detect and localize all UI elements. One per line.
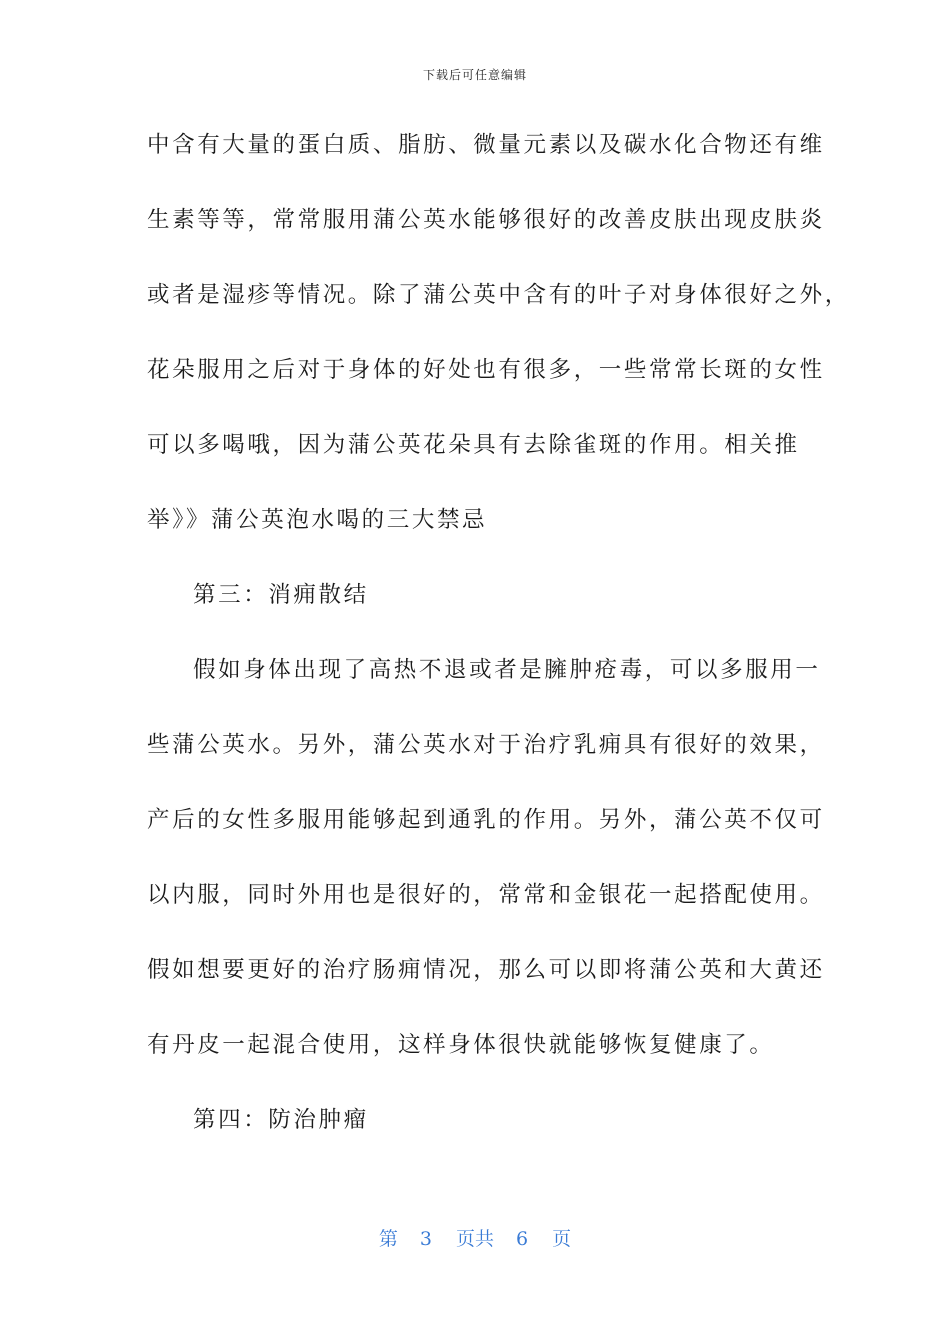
- paragraph-line: 假如身体出现了高热不退或者是臃肿疮毒，可以多服用一: [193, 657, 821, 683]
- paragraph-line: 产后的女性多服用能够起到通乳的作用。另外，蒲公英不仅可: [147, 807, 825, 833]
- page-number-footer: [0, 1224, 950, 1251]
- paragraph-line: 或者是湿疹等情况。除了蒲公英中含有的叶子对身体很好之外，: [147, 282, 850, 308]
- section-heading-4: 第四：防治肿瘤: [193, 1107, 369, 1133]
- footer-suffix: 页: [552, 1228, 572, 1250]
- document-body: [147, 122, 850, 1172]
- paragraph-line: 举》》蒲公英泡水喝的三大禁忌: [147, 507, 488, 533]
- footer-middle: 页共: [455, 1228, 494, 1250]
- total-pages-number: 6: [516, 1228, 529, 1250]
- paragraph-line: 中含有大量的蛋白质、脂肪、微量元素以及碳水化合物还有维: [147, 132, 825, 158]
- footer-prefix: 第: [378, 1228, 398, 1250]
- section-heading-3: 第三：消痈散结: [193, 582, 369, 608]
- current-page-number: 3: [419, 1228, 432, 1250]
- paragraph-line: 可以多喝哦，因为蒲公英花朵具有去除雀斑的作用。相关推: [147, 432, 800, 458]
- paragraph-line: 花朵服用之后对于身体的好处也有很多，一些常常长斑的女性: [147, 357, 825, 383]
- page-header-note: 下载后可任意编辑: [422, 68, 527, 82]
- paragraph-line: 些蒲公英水。另外，蒲公英水对于治疗乳痈具有很好的效果，: [147, 732, 825, 758]
- paragraph-line: 假如想要更好的治疗肠痈情况，那么可以即将蒲公英和大黄还: [147, 957, 825, 983]
- paragraph-line: 有丹皮一起混合使用，这样身体很快就能够恢复健康了。: [147, 1032, 775, 1058]
- paragraph-line: 生素等等，常常服用蒲公英水能够很好的改善皮肤出现皮肤炎: [147, 207, 825, 233]
- paragraph-line: 以内服，同时外用也是很好的，常常和金银花一起搭配使用。: [147, 882, 825, 908]
